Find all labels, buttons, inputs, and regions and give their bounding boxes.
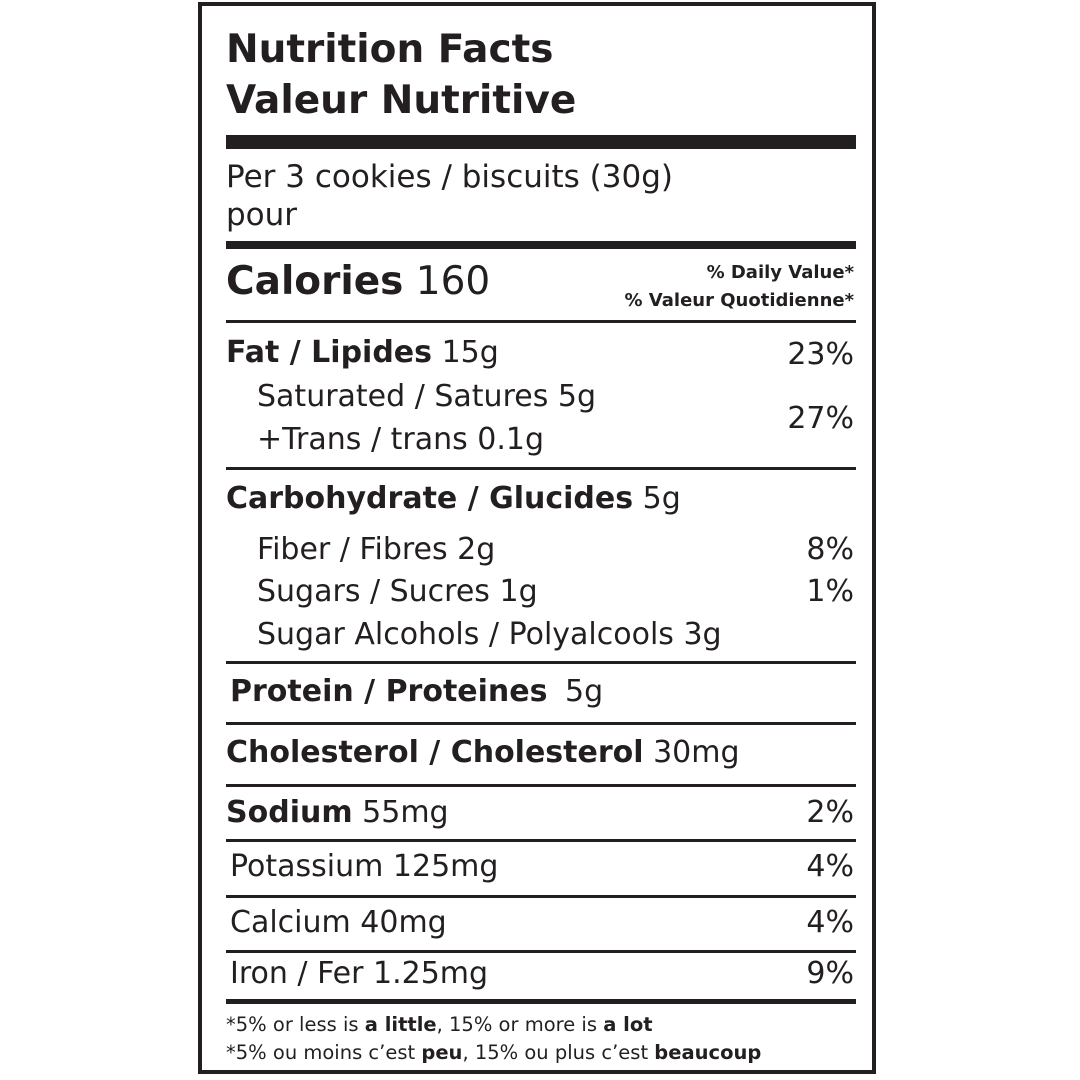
saturated-label: Saturated / Satures 5g [257, 379, 596, 414]
fat-amount: 15g [441, 335, 499, 370]
fat-dv: 23% [787, 337, 854, 372]
sodium-amount: 55mg [362, 795, 449, 830]
rule [226, 722, 856, 725]
trans-label: +Trans / trans 0.1g [257, 422, 545, 457]
iron-dv: 9% [806, 956, 854, 991]
cholesterol-amount: 30mg [653, 735, 740, 770]
dv-header-fr: % Valeur Quotidienne* [624, 290, 854, 311]
title-fr: Valeur Nutritive [226, 78, 577, 123]
iron-label: Iron / Fer 1.25mg [230, 956, 489, 991]
sodium-row [226, 795, 449, 830]
footnote-en [226, 1015, 653, 1035]
rule [226, 467, 856, 470]
carbohydrate-row [226, 481, 681, 516]
fat-label: Fat / Lipides [226, 335, 433, 370]
potassium-dv: 4% [806, 849, 854, 884]
carbohydrate-amount: 5g [642, 481, 681, 516]
footnote-en-text: , 15% or more is [436, 1013, 604, 1036]
footnote-en-lot: a lot [603, 1013, 653, 1036]
protein-label: Protein / Proteines [230, 674, 548, 709]
calories-label: Calories [226, 259, 404, 304]
potassium-label: Potassium 125mg [230, 849, 499, 884]
protein-row [230, 674, 604, 709]
sat-trans-dv: 27% [787, 401, 854, 436]
calcium-dv: 4% [806, 905, 854, 940]
protein-amount: 5g [565, 674, 604, 709]
carbohydrate-label: Carbohydrate / Glucides [226, 481, 634, 516]
bottom-rule [226, 999, 856, 1004]
calories-row [226, 259, 491, 304]
thick-rule [226, 135, 856, 149]
rule [226, 839, 856, 842]
calcium-label: Calcium 40mg [230, 905, 447, 940]
sodium-label: Sodium [226, 795, 353, 830]
sugars-label: Sugars / Sucres 1g [257, 574, 538, 609]
rule [226, 320, 856, 323]
serving-line-2: pour [226, 197, 298, 233]
sugar-alcohols-label: Sugar Alcohols / Polyalcools 3g [257, 617, 722, 652]
rule [226, 950, 856, 953]
sugars-dv: 1% [806, 574, 854, 609]
dv-header-en: % Daily Value* [706, 262, 854, 283]
footnote-fr [226, 1043, 761, 1063]
fiber-dv: 8% [806, 532, 854, 567]
rule [226, 661, 856, 664]
cholesterol-row [226, 735, 740, 770]
serving-line-1: Per 3 cookies / biscuits (30g) [226, 159, 673, 195]
footnote-fr-beaucoup: beaucoup [654, 1041, 762, 1064]
sodium-dv: 2% [806, 795, 854, 830]
rule [226, 784, 856, 787]
rule [226, 895, 856, 898]
medium-rule [226, 241, 856, 249]
title-en: Nutrition Facts [226, 27, 554, 72]
footnote-en-little: a little [364, 1013, 437, 1036]
fat-row [226, 335, 499, 370]
footnote-fr-text: *5% ou moins c’est [226, 1041, 422, 1064]
fiber-label: Fiber / Fibres 2g [257, 532, 496, 567]
footnote-fr-peu: peu [421, 1041, 463, 1064]
footnote-fr-text: , 15% ou plus c’est [462, 1041, 655, 1064]
cholesterol-label: Cholesterol / Cholesterol [226, 735, 644, 770]
footnote-en-text: *5% or less is [226, 1013, 365, 1036]
calories-value: 160 [415, 259, 491, 304]
